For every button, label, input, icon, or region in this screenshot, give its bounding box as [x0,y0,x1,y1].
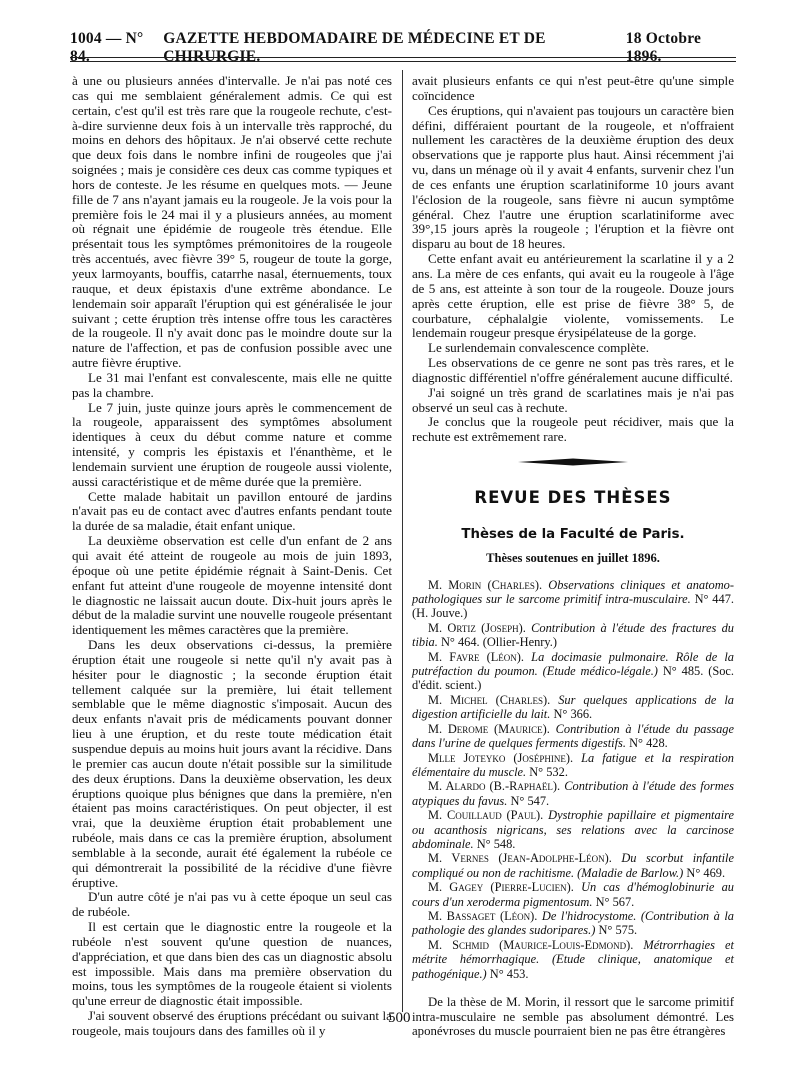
thesis-reference: N° 366. [553,707,593,722]
thesis-entry [412,751,734,780]
column-divider [402,70,403,1012]
thesis-title: Du scorbut infantile compliqué ou non de rachitisme. (Maladie de Barlow.) [412,851,734,880]
thesis-reference: N° 567. [595,894,635,909]
paragraph: Cette malade habitait un pavillon entouré de jardins n'avait pas eu de contact avec d'autres enfants pendant toute la durée de sa maladie, était enfant unique. [72,488,392,534]
thesis-author: M. Morin (Charles). [428,577,543,592]
thesis-author: M. Favre (Léon). [428,649,525,664]
thesis-entry [412,880,734,909]
folio: 500 [388,1010,411,1026]
thesis-entry [412,578,734,621]
thesis-author: M. Couillaud (Paul). [428,808,544,823]
paragraph: Ces éruptions, qui n'avaient pas toujours un caractère bien défini, différaient pourtant de la rougeole, et n'offraient nullement les caractères de la deuxième éruption des deux observations que je rapporte plus haut. Ainsi récemment j'ai vu, dans un ménage où il y avait 4 enfants, survenir chez l'un de ces enfants une éruption scarlatiniforme 10 jours avant l'éclosion de la rougeole, sans fièvre ni aucun symptôme général. Chez l'autre une éruption scarlatiniforme avec 39°,15 jours après la rougeole ; l'éruption et la fièvre ont disparu au bout de 18 heures. [412,102,734,252]
thesis-reference: N° 447. (H. Jouve.) [412,592,734,621]
thesis-reference: N° 575. [598,923,638,938]
paragraph: Je conclus que la rougeole peut récidiver, mais que la rechute est extrêmement rare. [412,414,734,445]
thesis-reference: N° 453. [489,966,529,981]
section-date: Thèses soutenues en juillet 1896. [486,550,660,565]
thesis-reference: N° 464. (Ollier-Henry.) [440,635,558,650]
paragraph: Le 7 juin, juste quinze jours après le commencement de la rougeole, apparaissent des symptômes absolument identiques à ceux du début comme nature et comme intensité, y compris les épistaxis et l'énanthème, et le lendemain survient une éruption de rougeole aussi violente, aussi caractéristique et de même durée que la première. [72,399,392,489]
thesis-author: M. Alardo (B.-Raphaël). [428,779,561,794]
paragraph: La deuxième observation est celle d'un enfant de 2 ans qui avait été atteint de rougeole au mois de juin 1893, époque où une petite épidémie régnait à Saint-Denis. Cet enfant fut atteint d'une rougeole de moyenne intensité dont le diagnostic ne laissait aucun doute. Dix-huit jours après le début de la maladie survint une nouvelle rougeole présentant identiquement les mêmes caractères que la première. [72,533,392,638]
thesis-entry [412,722,734,751]
page-number: 1004 — N° 84. [70,30,144,65]
running-header [70,30,736,65]
thesis-reference: N° 548. [476,836,516,851]
paragraph: Dans les deux observations ci-dessus, la première éruption était une rougeole si nette qu'il n'y avait pas à hésiter pour le diagnostic ; la seconde éruption était tellement calquée sur la première, lui était tellement semblable que le même diagnostic s'imposait. Aucun des deux enfants n'avait pris de médicaments pouvant donner lieu à une éruption, et du reste toute médication était suspendue depuis au moins huit jours avant la récidive. Dans le premier cas aucun doute n'était possible sur la similitude des deux éruptions. Dans la deuxième observation, les deux éruptions quoique plus bénignes que dans la première, n'en étaient pas moins caractéristiques. On peut objecter, il est vrai, que la deuxième éruption était probablement une rubéole, mais dans ce cas la première éruption, absolument semblable à la seconde, aurait été également la rubéole ce qui démontrerait la possibilité de la récidive d'une fièvre éruptive. [72,637,392,890]
paragraph: J'ai souvent observé des éruptions précédant ou suivant la rougeole, mais toujours dans des familles où il y [72,1008,392,1038]
paragraph: Les observations de ce genre ne sont pas très rares, et le diagnostic différentiel n'offre généralement aucune difficulté. [412,355,734,385]
right-column [412,74,734,1039]
thesis-author: M. Bassaget (Léon). [428,908,538,923]
divider-ornament-icon [518,457,628,467]
paragraph: Le 31 mai l'enfant est convalescente, mais elle ne quitte pas la chambre. [72,369,392,400]
section-subtitle: Thèses de la Faculté de Paris. [461,526,685,542]
thesis-author: M. Vernes (Jean-Adolphe-Léon). [428,851,612,866]
thesis-entry [412,938,734,981]
thesis-title: Dystrophie papillaire et pigmentaire ou acanthosis nigricans, ses relations avec la carcinose abdominale. [412,808,734,851]
thesis-entry [412,650,734,693]
header-rule-double [70,61,736,62]
left-column [72,74,392,1039]
thesis-author: Mlle Joteyko (Joséphine). [428,750,574,765]
thesis-author: M. Schmid (Maurice-Louis-Edmond). [428,937,634,952]
thesis-title: Observations cliniques et anatomo-pathologiques sur le sarcome primitif intra-musculaire. [412,577,734,607]
header-rule [70,57,736,58]
paragraph: J'ai soigné un très grand de scarlatines mais je n'ai pas observé un seul cas à rechute. [412,384,734,415]
thesis-author: M. Ortiz (Joseph). [428,620,526,635]
thesis-entry [412,851,734,880]
paragraph: à une ou plusieurs années d'intervalle. Je n'ai pas noté ces cas qui me semblaient généralement admis. Ce qui est certain, c'est qu'il est très rare que la rougeole rechute, c'est-à-dire survienne deux fois à un intervalle très rapproché, du moins en dehors des hôpitaux. Je n'ai observé cette rechute que deux fois dans le nombre infini de rougeoles que j'ai soignées ; mais je considère ces deux cas comme typiques et hors de conteste. Je les résume en quelques mots. — Jeune fille de 7 ans n'ayant jamais eu la rougeole. Je la vois pour la première fois le 24 mai il y a plusieurs années, au moment où régnait une épidémie de rougeole très étendue. Elle présentait tous les symptômes prémonitoires de la rougeole très accentués, avec fièvre 39° 5, rougeur de toute la gorge, yeux larmoyants, bouffis, catarrhe nasal, éternuements, toux rauque, et deux épistaxis d'une extrême abondance. Le lendemain soir apparaît l'éruption qui est généralisée le jour suivant ; cette éruption très intense offre tous les caractères de la rougeole. Il n'y avait donc pas le moindre doute sur la nature de l'affection, et pas de confusion possible avec une autre fièvre éruptive. [72,73,392,371]
thesis-title: La docimasie pulmonaire. Rôle de la putréfaction du poumon. (Etude médico-légale.) [412,649,734,679]
thesis-title: Métrorrhagies et métrite hémorrhagique. (Etude clinique, anatomique et pathogénique.) [412,937,734,981]
thesis-author: M. Gagey (Pierre-Lucien). [428,880,574,895]
thesis-entry [412,621,734,650]
journal-title: GAZETTE HEBDOMADAIRE DE MÉDECINE ET DE CHIRURGIE. [163,30,546,65]
paragraph: Cette enfant avait eu antérieurement la scarlatine il y a 2 ans. La mère de ces enfants, qui avait eu la rougeole à l'âge de 5 ans, est atteinte à son tour de la rougeole. Douze jours après cette éruption, elle est prise de fièvre 38° 5, de courbature, céphalalgie violente, vomissements. Le lendemain rougeur presque érysipélateuse de la gorge. [412,251,734,341]
thesis-title: Contribution à l'étude des formes atypiques du favus. [412,779,734,808]
thesis-title: Un cas d'hémoglobinurie au cours d'un xeroderma pigmentosum. [412,880,735,909]
thesis-title: Contribution à l'étude des fractures du tibia. [412,620,734,650]
thesis-reference: N° 469. [686,865,726,880]
thesis-title: La fatigue et la respiration élémentaire du muscle. [412,750,734,779]
paragraph: avait plusieurs enfants ce qui n'est peut-être qu'une simple coïncidence [412,73,734,103]
thesis-author: M. Michel (Charles). [428,692,551,707]
thesis-entry [412,909,734,938]
issue-date: 18 Octobre 1896. [625,30,702,65]
thesis-entry [412,779,734,808]
thesis-entry [412,693,734,722]
section-title: REVUE DES THÈSES [474,488,672,508]
paragraph: De la thèse de M. Morin, il ressort que le sarcome primitif intra-musculaire ne semble pas absolument démontré. Les aponévroses du muscle pourraient bien ne pas être étrangères [412,995,734,1039]
thesis-author: M. Derome (Maurice). [428,721,550,736]
thesis-reference: N° 428. [629,736,668,751]
theses-list [412,578,734,981]
thesis-reference: N° 532. [529,764,568,779]
thesis-reference: N° 547. [510,793,550,808]
thesis-title: Contribution à l'étude du passage dans l'urine de quelques ferments digestifs. [412,721,734,751]
thesis-reference: N° 485. (Soc. d'édit. scient.) [412,664,735,693]
thesis-entry [412,808,734,851]
thesis-title: De l'hidrocystome. (Contribution à la pathologie des glandes sudoripares.) [412,908,734,938]
thesis-title: Sur quelques applications de la digestion artificielle du lait. [412,692,734,722]
paragraph: Le surlendemain convalescence complète. [428,340,650,356]
paragraph: Il est certain que le diagnostic entre la rougeole et la rubéole n'est souvent qu'une question de nuances, d'appréciation, et que dans bien des cas un diagnostic absolu est impossible. Mais dans ma première observation du moins, tous les symptômes de la rougeole étaient si violents qu'une erreur de diagnostic était impossible. [72,919,392,1009]
paragraph: D'un autre côté je n'ai pas vu à cette époque un seul cas de rubéole. [72,889,392,920]
